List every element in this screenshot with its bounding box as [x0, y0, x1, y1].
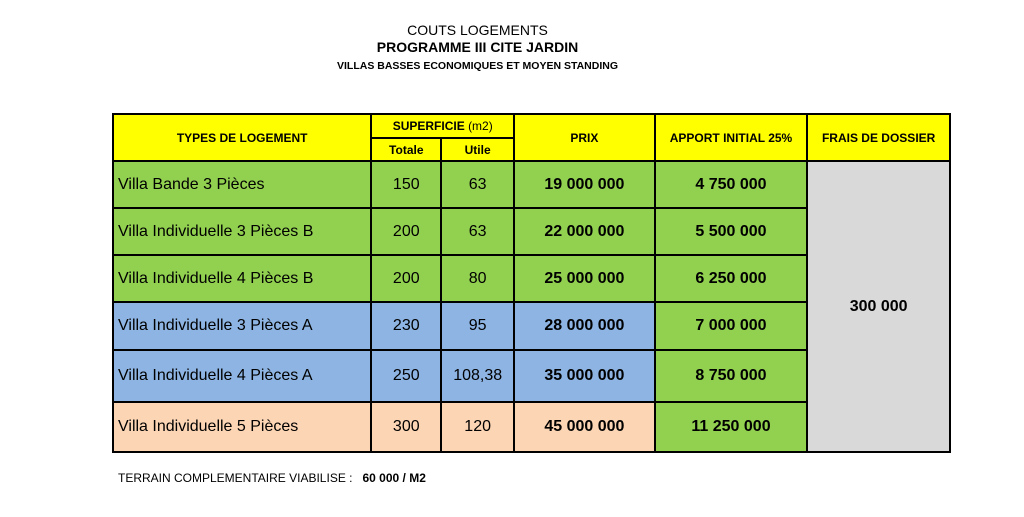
footer-note: [118, 471, 426, 486]
cell-type: Villa Individuelle 3 Pièces B: [114, 209, 372, 256]
title-block: [0, 22, 955, 74]
cell-type: Villa Bande 3 Pièces: [114, 162, 372, 209]
cell-prix: 45 000 000: [515, 403, 656, 453]
cell-frais: 300 000: [808, 162, 951, 453]
header-utile: Utile: [442, 139, 515, 162]
header-apport: APPORT INITIAL 25%: [656, 115, 809, 162]
page-subsubtitle: VILLAS BASSES ECONOMIQUES ET MOYEN STANDING: [337, 60, 618, 72]
cell-apport: 7 000 000: [656, 303, 809, 351]
cell-apport: 8 750 000: [656, 351, 809, 403]
cell-apport: 4 750 000: [656, 162, 809, 209]
cell-apport: 6 250 000: [656, 256, 809, 303]
cell-totale: 300: [372, 403, 442, 453]
cell-type: Villa Individuelle 3 Pièces A: [114, 303, 372, 351]
cell-totale: 250: [372, 351, 442, 403]
page-subtitle: PROGRAMME III CITE JARDIN: [376, 39, 579, 55]
header-types: TYPES DE LOGEMENT: [114, 115, 372, 162]
cell-utile: 120: [442, 403, 515, 453]
cell-prix: 19 000 000: [515, 162, 656, 209]
cell-totale: 150: [372, 162, 442, 209]
page-title: COUTS LOGEMENTS: [407, 22, 548, 38]
header-frais: FRAIS DE DOSSIER: [808, 115, 951, 162]
cell-totale: 200: [372, 209, 442, 256]
cell-apport: 5 500 000: [656, 209, 809, 256]
footer-value: 60 000 / M2: [362, 471, 426, 485]
cell-utile: 63: [442, 209, 515, 256]
cell-utile: 108,38: [442, 351, 515, 403]
cell-apport: 11 250 000: [656, 403, 809, 453]
cell-utile: 80: [442, 256, 515, 303]
header-prix: PRIX: [515, 115, 656, 162]
cell-type: Villa Individuelle 4 Pièces A: [114, 351, 372, 403]
footer-label: TERRAIN COMPLEMENTAIRE VIABILISE :: [118, 471, 353, 485]
cell-prix: 35 000 000: [515, 351, 656, 403]
table-row: [114, 162, 951, 209]
cell-prix: 25 000 000: [515, 256, 656, 303]
cell-prix: 28 000 000: [515, 303, 656, 351]
header-totale: Totale: [372, 139, 442, 162]
header-superficie-unit: (m2): [468, 119, 493, 133]
cell-type: Villa Individuelle 4 Pièces B: [114, 256, 372, 303]
cell-utile: 95: [442, 303, 515, 351]
cell-totale: 230: [372, 303, 442, 351]
header-superficie-label: SUPERFICIE: [392, 119, 465, 133]
cell-utile: 63: [442, 162, 515, 209]
header-superficie: [372, 115, 515, 139]
cell-prix: 22 000 000: [515, 209, 656, 256]
cell-totale: 200: [372, 256, 442, 303]
cell-type: Villa Individuelle 5 Pièces: [114, 403, 372, 453]
housing-cost-table: [112, 113, 951, 453]
